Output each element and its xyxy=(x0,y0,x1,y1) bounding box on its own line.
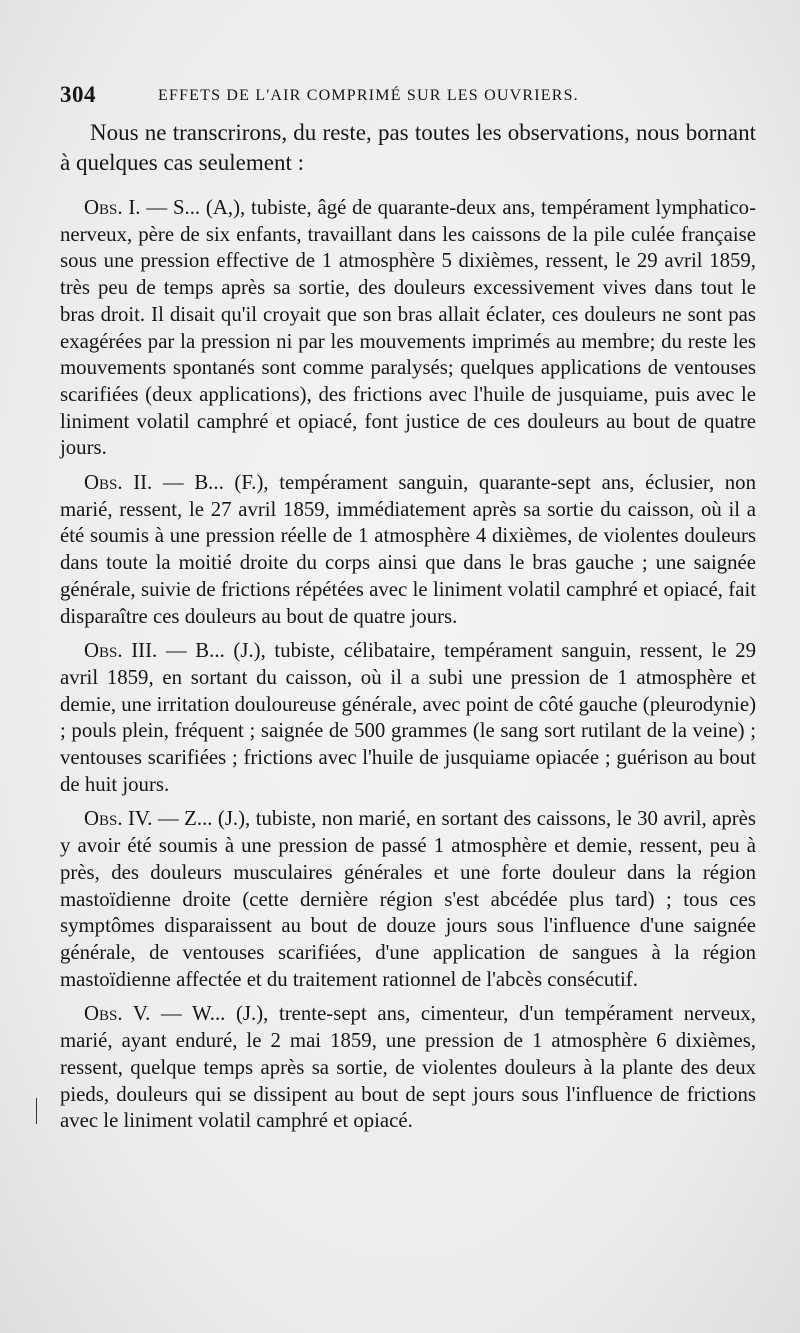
observation-label: Obs. III. xyxy=(84,639,158,663)
margin-mark xyxy=(36,1098,37,1124)
observation-5 xyxy=(60,1001,756,1135)
observation-text: — W... (J.), trente-sept ans, cimenteur, d'un tempérament nerveux, marié, ayant enduré, le 2 mai 1859, une pression de 1 atmosphère 6 dixièmes, ressent, quelque temps après sa sortie, de violentes douleurs à la plante des deux pieds, douleurs qui se dissipent au bout de sept jours sous l'influence de frictions avec le liniment volatil camphré et opiacé. xyxy=(60,1002,756,1133)
observation-text: — Z... (J.), tubiste, non marié, en sortant des caissons, le 30 avril, après y avoir été soumis à une pression de passé 1 atmosphère et demie, ressent, peu à près, des douleurs musculaires générales et une forte douleur dans la région mastoïdienne droite (cette dernière région s'est abcédée plus tard) ; tous ces symptômes disparaissent au bout de douze jours sous l'influence d'une saignée générale, de ventouses scarifiées, d'une application de sangues à la région mastoïdienne affectée et du traitement rationnel de l'abcès consécutif. xyxy=(60,807,756,991)
observation-4 xyxy=(60,806,756,993)
observation-label: Obs. IV. xyxy=(84,807,153,831)
observation-label: Obs. I. xyxy=(84,196,141,219)
observation-1 xyxy=(60,195,756,462)
page-header xyxy=(60,82,750,112)
page-number: 304 xyxy=(60,82,96,107)
observation-label: Obs. II. xyxy=(84,471,153,495)
observation-text: — S... (A,), tubiste, âgé de quarante-deux ans, tempérament lymphatico-nerveux, père de six enfants, travaillant dans les caissons de la pile culée française sous une pression effective de 1 atmosphère 5 dixièmes, ressent, le 29 avril 1859, très peu de temps après sa sortie, des douleurs excessivement vives dans tout le bras droit. Il disait qu'il croyait que son bras allait éclater, ces douleurs ne sont pas exagérées par la pression ni par les mouvements imprimés au membre; du reste les mouvements spontanés sont comme paralysés; quelques applications de ventouses scarifiées (deux applications), des frictions avec l'huile de jusquiame, puis avec le liniment volatil camphré et opiacé, font justice de ces douleurs au bout de quatre jours. xyxy=(60,196,756,460)
observation-text: — B... (J.), tubiste, célibataire, tempérament sanguin, ressent, le 29 avril 1859, en sortant du caisson, où il a subi une pression de 1 atmosphère et demie, une irritation douloureuse générale, avec point de côté gauche (pleurodynie) ; pouls plein, fréquent ; saignée de 500 grammes (le sang sort rutilant de la veine) ; ventouses scarifiées ; frictions avec l'huile de jusquiame opiacée ; guérison au bout de huit jours. xyxy=(60,639,756,796)
body-text xyxy=(60,118,756,1143)
intro-paragraph: Nous ne transcrirons, du reste, pas toutes les observations, nous bornant à quelques cas seulement : xyxy=(60,120,756,175)
observation-2 xyxy=(60,470,756,630)
observation-3 xyxy=(60,638,756,798)
running-title: EFFETS DE L'AIR COMPRIMÉ SUR LES OUVRIERS. xyxy=(158,87,579,104)
observation-label: Obs. V. xyxy=(84,1002,151,1026)
observation-text: — B... (F.), tempérament sanguin, quarante-sept ans, éclusier, non marié, ressent, le 27 avril 1859, immédiatement après sa sortie du caisson, où il a été soumis à une pression réelle de 1 atmosphère 4 dixièmes, de violentes douleurs dans toute la moitié droite du corps ainsi que dans le bras gauche ; une saignée générale, suivie de frictions répétées avec le liniment volatil camphré et opiacé, fait disparaître ces douleurs au bout de quatre jours. xyxy=(60,471,756,628)
